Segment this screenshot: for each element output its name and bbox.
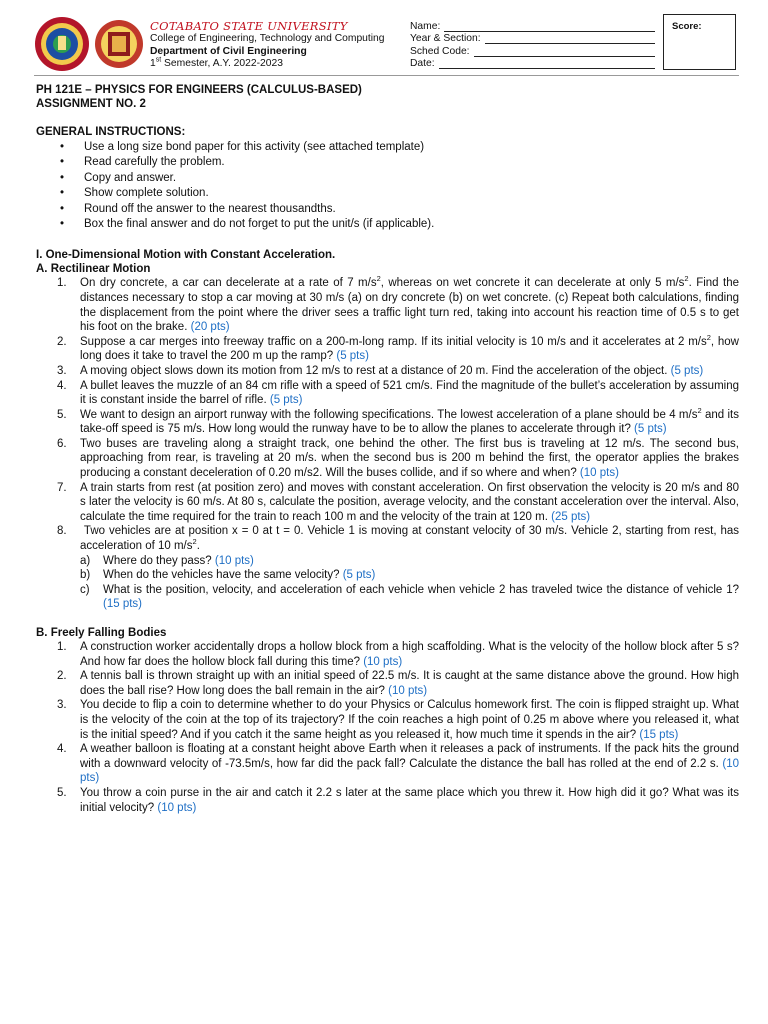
problem-number: 4. <box>57 379 67 392</box>
problem-text: Two buses are traveling along a straight track, one behind the other. The first bus is traveling at 12 m/s. The second bus, approaching from rear, is traveling at 20 m/s. when the second bus is 200 m behind the first, the operator applies the brakes producing a constant deceleration of 0.20 m/s2. Will the buses collide, and if so where and when? <box>80 437 739 480</box>
problem-item <box>36 786 739 815</box>
instruction-item: • Read carefully the problem. <box>36 155 739 170</box>
college-name: College of Engineering, Technology and Computing <box>150 33 385 44</box>
problem-number: 2. <box>57 670 67 683</box>
sub-question-label: a) <box>80 554 91 567</box>
year-section-field[interactable]: Year & Section: <box>410 32 655 45</box>
problem-item <box>36 698 739 742</box>
problem-number: 3. <box>57 364 67 377</box>
problem-number: 6. <box>57 437 67 450</box>
problem-item <box>36 669 739 698</box>
problem-number: 8. <box>57 525 67 538</box>
problem-number: 7. <box>57 481 67 494</box>
problem-text: A tennis ball is thrown straight up with an initial speed of 22.5 m/s. It is caught at the same distance above the ground. How high does the ball rise? How long does the ball remain in the air? <box>80 670 739 697</box>
problem-number: 3. <box>57 699 67 712</box>
sectionB-title: B. Freely Falling Bodies <box>36 627 167 639</box>
points-label: (10 pts) <box>214 554 254 567</box>
sub-question-text: Where do they pass? <box>103 554 215 567</box>
points-label: (5 pts) <box>670 364 704 377</box>
sub-question-list <box>80 554 739 612</box>
problem-text: A train starts from rest (at position zero) and moves with constant acceleration. On first observation the velocity is 20 m/s and 80 s later the velocity is 60 m/s. At 80 s, calculate the position, average velocity, and the constant acceleration over the interval. Also, calculate the time required for the train to reach 100 m and the velocity of the train at 120 m. <box>80 481 739 523</box>
problem-number: 5. <box>57 408 67 421</box>
instructions-list <box>36 140 739 232</box>
instruction-item: • Use a long size bond paper for this activity (see attached template) <box>36 140 739 155</box>
points-label: (20 pts) <box>190 321 230 334</box>
points-label: (5 pts) <box>336 350 369 363</box>
problem-item <box>36 481 739 525</box>
header-divider <box>34 75 739 76</box>
sched-code-field[interactable]: Sched Code: <box>410 44 655 57</box>
sub-question-text: When do the vehicles have the same velocity? <box>103 569 343 582</box>
sub-question-label: b) <box>80 569 91 582</box>
problem-item <box>36 364 739 379</box>
rectilinear-problems-list <box>36 276 739 612</box>
assignment-title: ASSIGNMENT NO. 2 <box>36 98 146 110</box>
problem-item <box>36 405 739 437</box>
instruction-item: • Show complete solution. <box>36 186 739 201</box>
instructions-heading: GENERAL INSTRUCTIONS: <box>36 126 186 138</box>
problem-text: A weather balloon is floating at a constant height above Earth when it releases a pack of instruments. If the pack hits the ground with a downward velocity of -73.5m/s, how far did the pack fall? Calculate the distance the ball has rolled at the end of 2.2 s. <box>80 743 739 770</box>
problem-text: Suppose a car merges into freeway traffic on a 200-m-long ramp. If its initial velocity is 10 m/s and it accelerates at 2 $m/s^2$, how long does it take to travel the 200 m up the ramp? <box>80 332 739 363</box>
document-body <box>36 83 739 815</box>
problem-number: 1. <box>57 641 67 653</box>
sectionA-title: A. Rectilinear Motion <box>36 263 151 276</box>
university-name: COTABATO STATE UNIVERSITY <box>150 19 348 33</box>
name-field[interactable]: Name: <box>410 19 655 32</box>
problem-text: On dry concrete, a car can decelerate at a rate of 7 $m/s^2$, whereas on wet concrete it can decelerate at only 5 $m/s^2$. Find the distances necessary to stop a car moving at 30 m/s (a) on dry concrete (b) on wet concrete. (c) Repeat both calculations, finding the displacement from the point where the driver sees a traffic light turn red, taking into account his reaction time of 0.5 s to get his foot on the brake. <box>80 274 739 334</box>
sub-question <box>80 583 739 612</box>
sub-question-text: What is the position, velocity, and acceleration of each vehicle when vehicle 2 has traveled twice the distance of vehicle 1? <box>103 583 739 596</box>
problem-number: 1. <box>57 277 67 290</box>
points-label: (15 pts) <box>103 598 142 611</box>
points-label: (5 pts) <box>634 423 667 436</box>
college-seal-logo <box>94 16 144 72</box>
problem-item <box>36 640 739 669</box>
points-label: (10 pts) <box>579 467 619 480</box>
problem-item <box>36 379 739 408</box>
problem-item <box>36 332 739 364</box>
problem-text: You decide to flip a coin to determine whether to do your Physics or Calculus homework first. The coin is flipped straight up. What is the velocity of the coin at the top of its trajectory? If the coin reaches a high point of 0.25 m above where you released it, what is the initial speed? And if you catch it the same height as you released it, how much time it spends in the air? <box>80 699 739 741</box>
points-label: (10 pts) <box>157 801 197 814</box>
instruction-item: • Box the final answer and do not forget to put the unit/s (if applicable). <box>36 217 739 232</box>
free-fall-problems-list <box>36 640 739 815</box>
problem-text: You throw a coin purse in the air and catch it 2.2 s later at the same place which you threw it. How high did it go? What was its initial velocity? <box>80 786 739 814</box>
university-seal-logo <box>34 16 90 72</box>
problem-item <box>36 742 739 786</box>
problem-text: A moving object slows down its motion from 12 m/s to rest at a distance of 20 m. Find the acceleration of the object. <box>80 364 668 377</box>
course-title: PH 121E – PHYSICS FOR ENGINEERS (CALCULUS-BASED) <box>36 84 362 96</box>
student-info-fields <box>410 19 655 69</box>
date-field[interactable]: Date: <box>410 57 655 70</box>
instruction-item: • Round off the answer to the nearest thousandths. <box>36 202 739 217</box>
points-label: (10 pts) <box>80 757 739 785</box>
problem-number: 4. <box>57 743 67 756</box>
score-box[interactable] <box>663 14 736 70</box>
problem-number: 2. <box>57 335 67 348</box>
points-label: (5 pts) <box>342 569 376 582</box>
problem-number: 5. <box>57 786 67 799</box>
semester-line: 1st Semester, A.Y. 2022-2023 <box>150 56 283 69</box>
points-label: (10 pts) <box>388 684 428 697</box>
sub-question <box>80 554 739 569</box>
problem-text: A bullet leaves the muzzle of an 84 cm rifle with a speed of 521 cm/s. Find the magnitude of the bullet’s acceleration by assuming it is constant inside the barrel of rifle. <box>80 379 739 407</box>
points-label: (25 pts) <box>551 510 591 523</box>
instruction-item: • Copy and answer. <box>36 171 739 186</box>
problem-text: We want to design an airport runway with the following specifications. The lowest acceleration of a plane should be 4 $m/s^2$ and its take-off speed is 75 m/s. How long would the runway have to be to allow the planes to accelerate through it? <box>80 405 739 436</box>
problem-item <box>36 437 739 481</box>
points-label: (5 pts) <box>269 394 303 407</box>
problem-text: A construction worker accidentally drops a hollow block from a high scaffolding. What is the velocity of the hollow block after 5 s? And how far does the hollow block fall during this time? <box>80 641 739 668</box>
problem-item <box>36 524 739 612</box>
points-label: (10 pts) <box>363 655 403 668</box>
problem-text: Two vehicles are at position x = 0 at t = 0. Vehicle 1 is moving at constant velocity of 30 m/s. Vehicle 2, starting from rest, has acceleration of 10 $m/s^2$. <box>80 525 739 553</box>
document-header <box>0 0 768 78</box>
sub-question-label: c) <box>80 583 90 596</box>
part1-title: I. One-Dimensional Motion with Constant Acceleration. <box>36 249 336 262</box>
problem-item <box>36 276 739 334</box>
department-name: Department of Civil Engineering <box>150 45 307 57</box>
score-label: Score: <box>672 21 702 32</box>
points-label: (15 pts) <box>639 728 679 741</box>
sub-question <box>80 568 739 583</box>
